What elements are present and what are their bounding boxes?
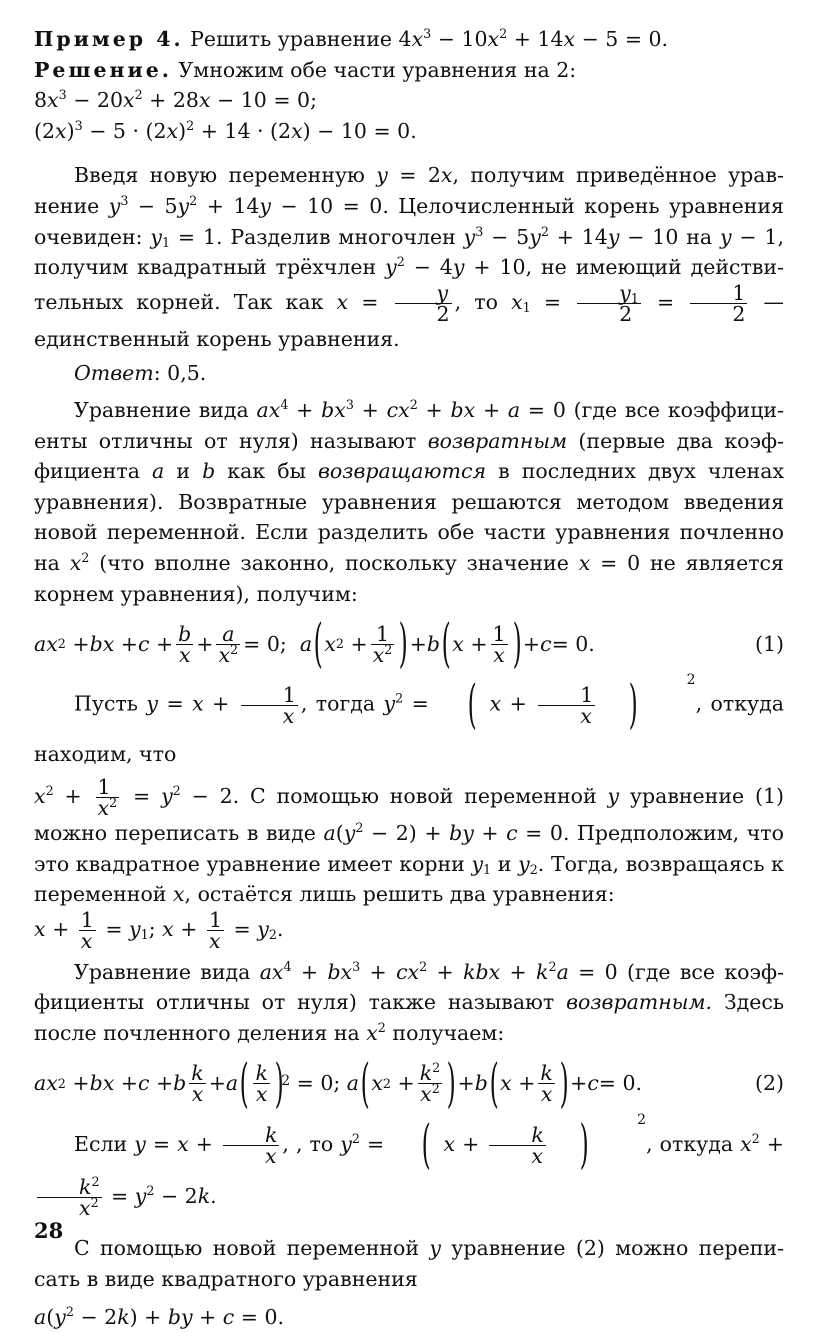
equation-1-number: (1) xyxy=(754,631,784,656)
answer-label: Ответ xyxy=(74,361,154,386)
fraction-y-over-2: $\frac{y}{2}$ xyxy=(395,283,452,324)
paragraph-reciprocal-definition: Уравнение вида $ax^4 + bx^3 + cx^2$ + bx + a = 0 (где все коэффициенты отличны от нуля) называют возвратным (первые два коэффициента a и b как бы возвращаются в последних двух членах уравнения). Возвратные уравнения решаются методом введения новой переменной. Если разделить обе части уравнения почленно на $x^2$ (что вполне законно, поскольку значение x = 0 не является корнем уравнения), получим: xyxy=(34,396,785,606)
answer-value: : 0,5. xyxy=(153,361,207,386)
example-statement: Пример 4. Решить уравнение $4x^3 - 10x^2 + 14x - 5 = 0$. xyxy=(34,25,669,51)
equation-1: ax 2 + bx + c + b x + a $x^2$ = 0; a ( x 2 + 1 $x^2$ ) + b ( x + 1 x ) + c = 0. (1) xyxy=(34,614,784,675)
equation-scaled: $8x^3 - 20x^2 + 28x - 10 = 0$; xyxy=(34,86,317,113)
solution-intro: Решение. Умножим обе части уравнения на 2: xyxy=(34,57,577,82)
example-title: Пример 4. xyxy=(34,27,184,51)
equation-2: ax 2 + bx + c + b k x + a ( k x ) 2 = 0; a ( x 2 + $k^2$ $x^2$ ) + b ( x + k x ) + c = 0. (2) xyxy=(34,1053,784,1114)
paragraph-quadratic-form: С помощью новой переменной y уравнение (2) можно переписать в виде квадратного уравнения xyxy=(34,1236,784,1291)
page-number: 28 xyxy=(34,1218,64,1243)
equation-2-number: (2) xyxy=(754,1071,784,1096)
solution-label: Решение. xyxy=(34,57,172,82)
answer-line xyxy=(0,358,814,389)
paragraph-substitution: Введя новую переменную y = 2x, получим приведённое уравнение $y^3 - 5y^2 + 14y - 10 = 0$. Целочисленный корень уравнения очевиден: $y_1 = 1$. Разделив многочлен $y^3 - 5y^2 + 14y - 10$ на y − 1, получим квадратный трёхчлен $y^2 - 4y + 10$, не имеющий действительных корней. Так как x = $\frac{y}{2}$ , то $x_1$ = $\frac{y_1}{2}$ = $\frac{1}{2}$ — единственный корень уравнения. xyxy=(34,163,785,351)
equation-substituted: $(2x)^3 - 5 \cdot (2x)^2 + 14 \cdot (2x) - 10 = 0$. xyxy=(34,117,417,143)
paragraph-let-y-cont: $x^2$ + $\frac{1}{x^2}$ = $y^2 - 2$. С помощью новой переменной y уравнение (1) можно переписать в виде $a(y^2 - 2)$ + by + c = 0. Предположим, что это квадратное уравнение имеет корни $y_1$ и $y_2$. Тогда, возвращаясь к переменной x, остаётся лишь решить два уравнения: x + $\frac{1}{x}$ = $y_1$; x + $\frac{1}{x}$ = $y_2$. xyxy=(34,775,784,953)
equation-final: $a(y^2 - 2k)$ + by + c = 0. xyxy=(34,1304,285,1330)
paragraph-if-y: Если y = x + $\frac{k}{x}$ , , то $y^2$ = ( x + $\frac{k}{x}$ ) 2, откуда $x^2$ + $\frac{k^2}{x^2}$ = $y^2 - 2k$. xyxy=(0,1119,814,1222)
paragraph-generalized-reciprocal: Уравнение вида $ax^4 + bx^3 + cx^2$ + kbx + $k^2a = 0$ (где все коэффициенты отличны от нуля) также называют возвратным. Здесь после почленного деления на $x^2$ получаем: xyxy=(34,958,784,1046)
paragraph-let-y: Пусть y = x + $\frac{1}{x}$ , тогда $y^2$ = ( x + $\frac{1}{x}$ ) 2, откуда находим, что xyxy=(34,672,784,767)
